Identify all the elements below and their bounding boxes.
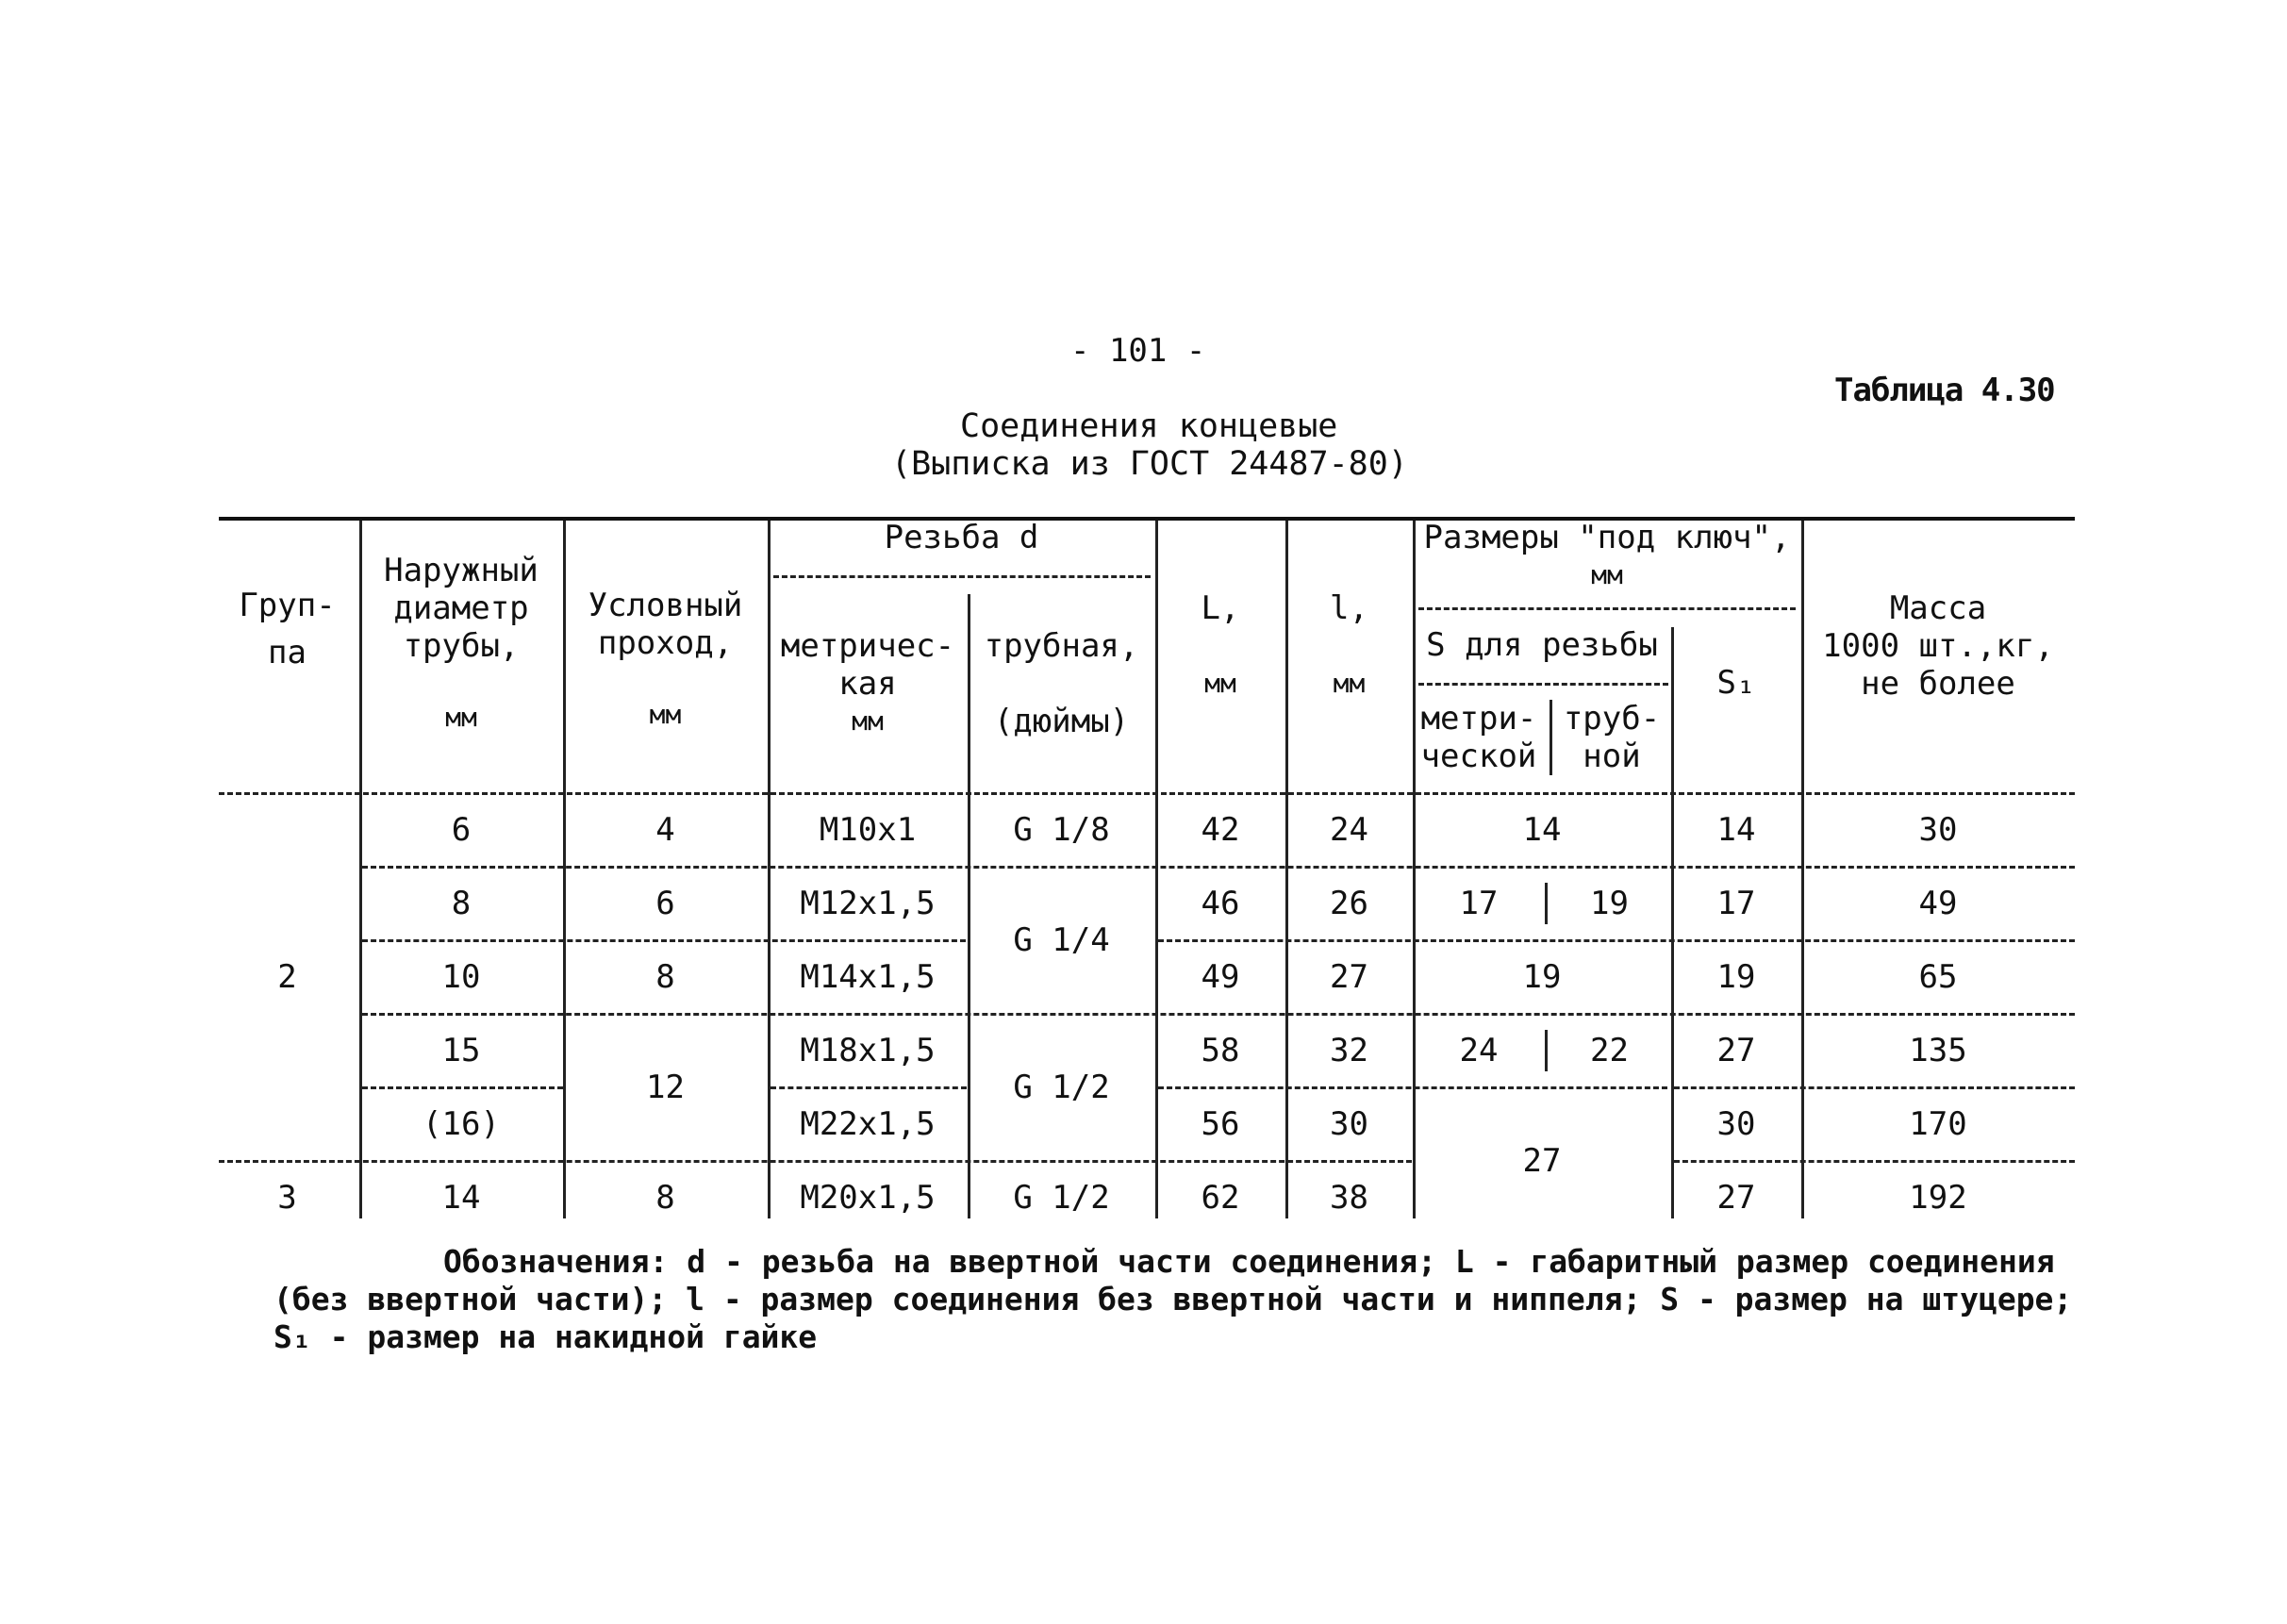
header-outer-diameter: Наружный диаметр трубы, мм (384, 552, 539, 733)
cell: 38 (1330, 1179, 1368, 1217)
header-thread-metric: метричес- кая мм (780, 627, 955, 737)
notes-line-3: S₁ - размер на накидной гайке (273, 1318, 818, 1355)
cell: 3 (277, 1179, 297, 1217)
row-rule (362, 866, 2075, 869)
cell: 14 (1716, 811, 1756, 849)
header-s1: S₁ (1716, 664, 1756, 702)
cell: M22x1,5 (800, 1105, 936, 1143)
cell: 19 (1716, 958, 1756, 996)
header-s-pipe: труб- ной (1563, 700, 1661, 775)
cell: M18x1,5 (800, 1032, 936, 1069)
cell: 30 (1330, 1105, 1368, 1143)
cell: M20x1,5 (800, 1179, 936, 1217)
cell: 17 (1459, 885, 1499, 922)
cell: M12x1,5 (800, 885, 936, 922)
cell: 14 (1522, 811, 1562, 849)
notes-line-1: Обозначения: d - резьба на ввертной части соединения; L - габаритный размер соединения (443, 1243, 2055, 1280)
header-bottom-rule (219, 792, 2075, 795)
cell: 8 (655, 1179, 675, 1217)
cell: G 1/4 (1013, 921, 1110, 959)
cell: 62 (1201, 1179, 1240, 1217)
table-label: Таблица 4.30 (1834, 372, 2055, 409)
row-rule (1158, 939, 2075, 942)
cell: 24 (1330, 811, 1368, 849)
header-mass: Масса 1000 шт.,кг, не более (1822, 589, 2054, 703)
header-sub-rule (1418, 607, 1796, 610)
cell: 27 (1522, 1142, 1562, 1180)
cell: 30 (1716, 1105, 1756, 1143)
cell: 49 (1918, 885, 1958, 922)
row-rule (1674, 1086, 2075, 1089)
header-wrench-sizes: Размеры "под ключ", мм (1423, 519, 1791, 590)
cell: 10 (441, 958, 481, 996)
header-s-metric: метри- ческой (1420, 700, 1537, 775)
header-l: l, мм (1330, 589, 1368, 699)
cell: 24 (1459, 1032, 1499, 1069)
cell: 192 (1909, 1179, 1967, 1217)
cell: 135 (1909, 1032, 1967, 1069)
row-rule (362, 939, 966, 942)
header-sub-rule (773, 575, 1151, 578)
row-rule (771, 1086, 967, 1089)
row-rule (362, 1086, 563, 1089)
cell: 8 (451, 885, 472, 922)
cell: 17 (1716, 885, 1756, 922)
cell: 19 (1522, 958, 1562, 996)
table-title (849, 407, 1698, 483)
header-group: Груп- па (239, 587, 336, 671)
cell: 27 (1716, 1179, 1756, 1217)
cell: 14 (441, 1179, 481, 1217)
header-sub-rule (1418, 683, 1668, 686)
cell: 12 (646, 1069, 685, 1106)
cell: 30 (1918, 811, 1958, 849)
header-s-thread: S для резьбы (1426, 626, 1658, 664)
cell: 27 (1716, 1032, 1756, 1069)
cell: 4 (655, 811, 675, 849)
cell: 58 (1201, 1032, 1240, 1069)
notes-line-2: (без ввертной части); l - размер соединения без ввертной части и ниппеля; S - размер на штуцере; (273, 1281, 2073, 1317)
cell: 32 (1330, 1032, 1368, 1069)
row-rule (219, 1160, 1412, 1163)
header-nominal-bore: Условный проход, мм (588, 587, 743, 730)
cell: 22 (1590, 1032, 1629, 1069)
cell: G 1/8 (1013, 811, 1110, 849)
cell: 170 (1909, 1105, 1967, 1143)
cell: 46 (1201, 885, 1240, 922)
cell: 6 (655, 885, 675, 922)
cell: 8 (655, 958, 675, 996)
cell: G 1/2 (1013, 1069, 1110, 1106)
cell: 6 (451, 811, 472, 849)
cell: 15 (441, 1032, 481, 1069)
header-thread-pipe: трубная, (дюймы) (984, 627, 1139, 740)
title-line-1: Соединения концевые (960, 407, 1338, 445)
cell: 2 (277, 958, 297, 996)
row-rule (1674, 1160, 2075, 1163)
cell: 65 (1918, 958, 1958, 996)
cell: 26 (1330, 885, 1368, 922)
cell: M14x1,5 (800, 958, 936, 996)
page-number: - 101 - (1070, 332, 1206, 370)
cell: M10x1 (819, 811, 917, 849)
header-L: L, мм (1201, 589, 1240, 699)
header-thread: Резьба d (884, 519, 1039, 556)
cell: 27 (1330, 958, 1368, 996)
row-rule (1158, 1086, 1667, 1089)
row-rule (362, 1013, 2075, 1016)
cell: 19 (1590, 885, 1629, 922)
cell: 56 (1201, 1105, 1240, 1143)
cell: 49 (1201, 958, 1240, 996)
col-sep (1413, 521, 1416, 1218)
cell: 42 (1201, 811, 1240, 849)
title-line-2: (Выписка из ГОСТ 24487-80) (891, 445, 1408, 483)
notes (273, 1243, 2075, 1356)
cell: G 1/2 (1013, 1179, 1110, 1217)
cell: (16) (423, 1105, 500, 1143)
